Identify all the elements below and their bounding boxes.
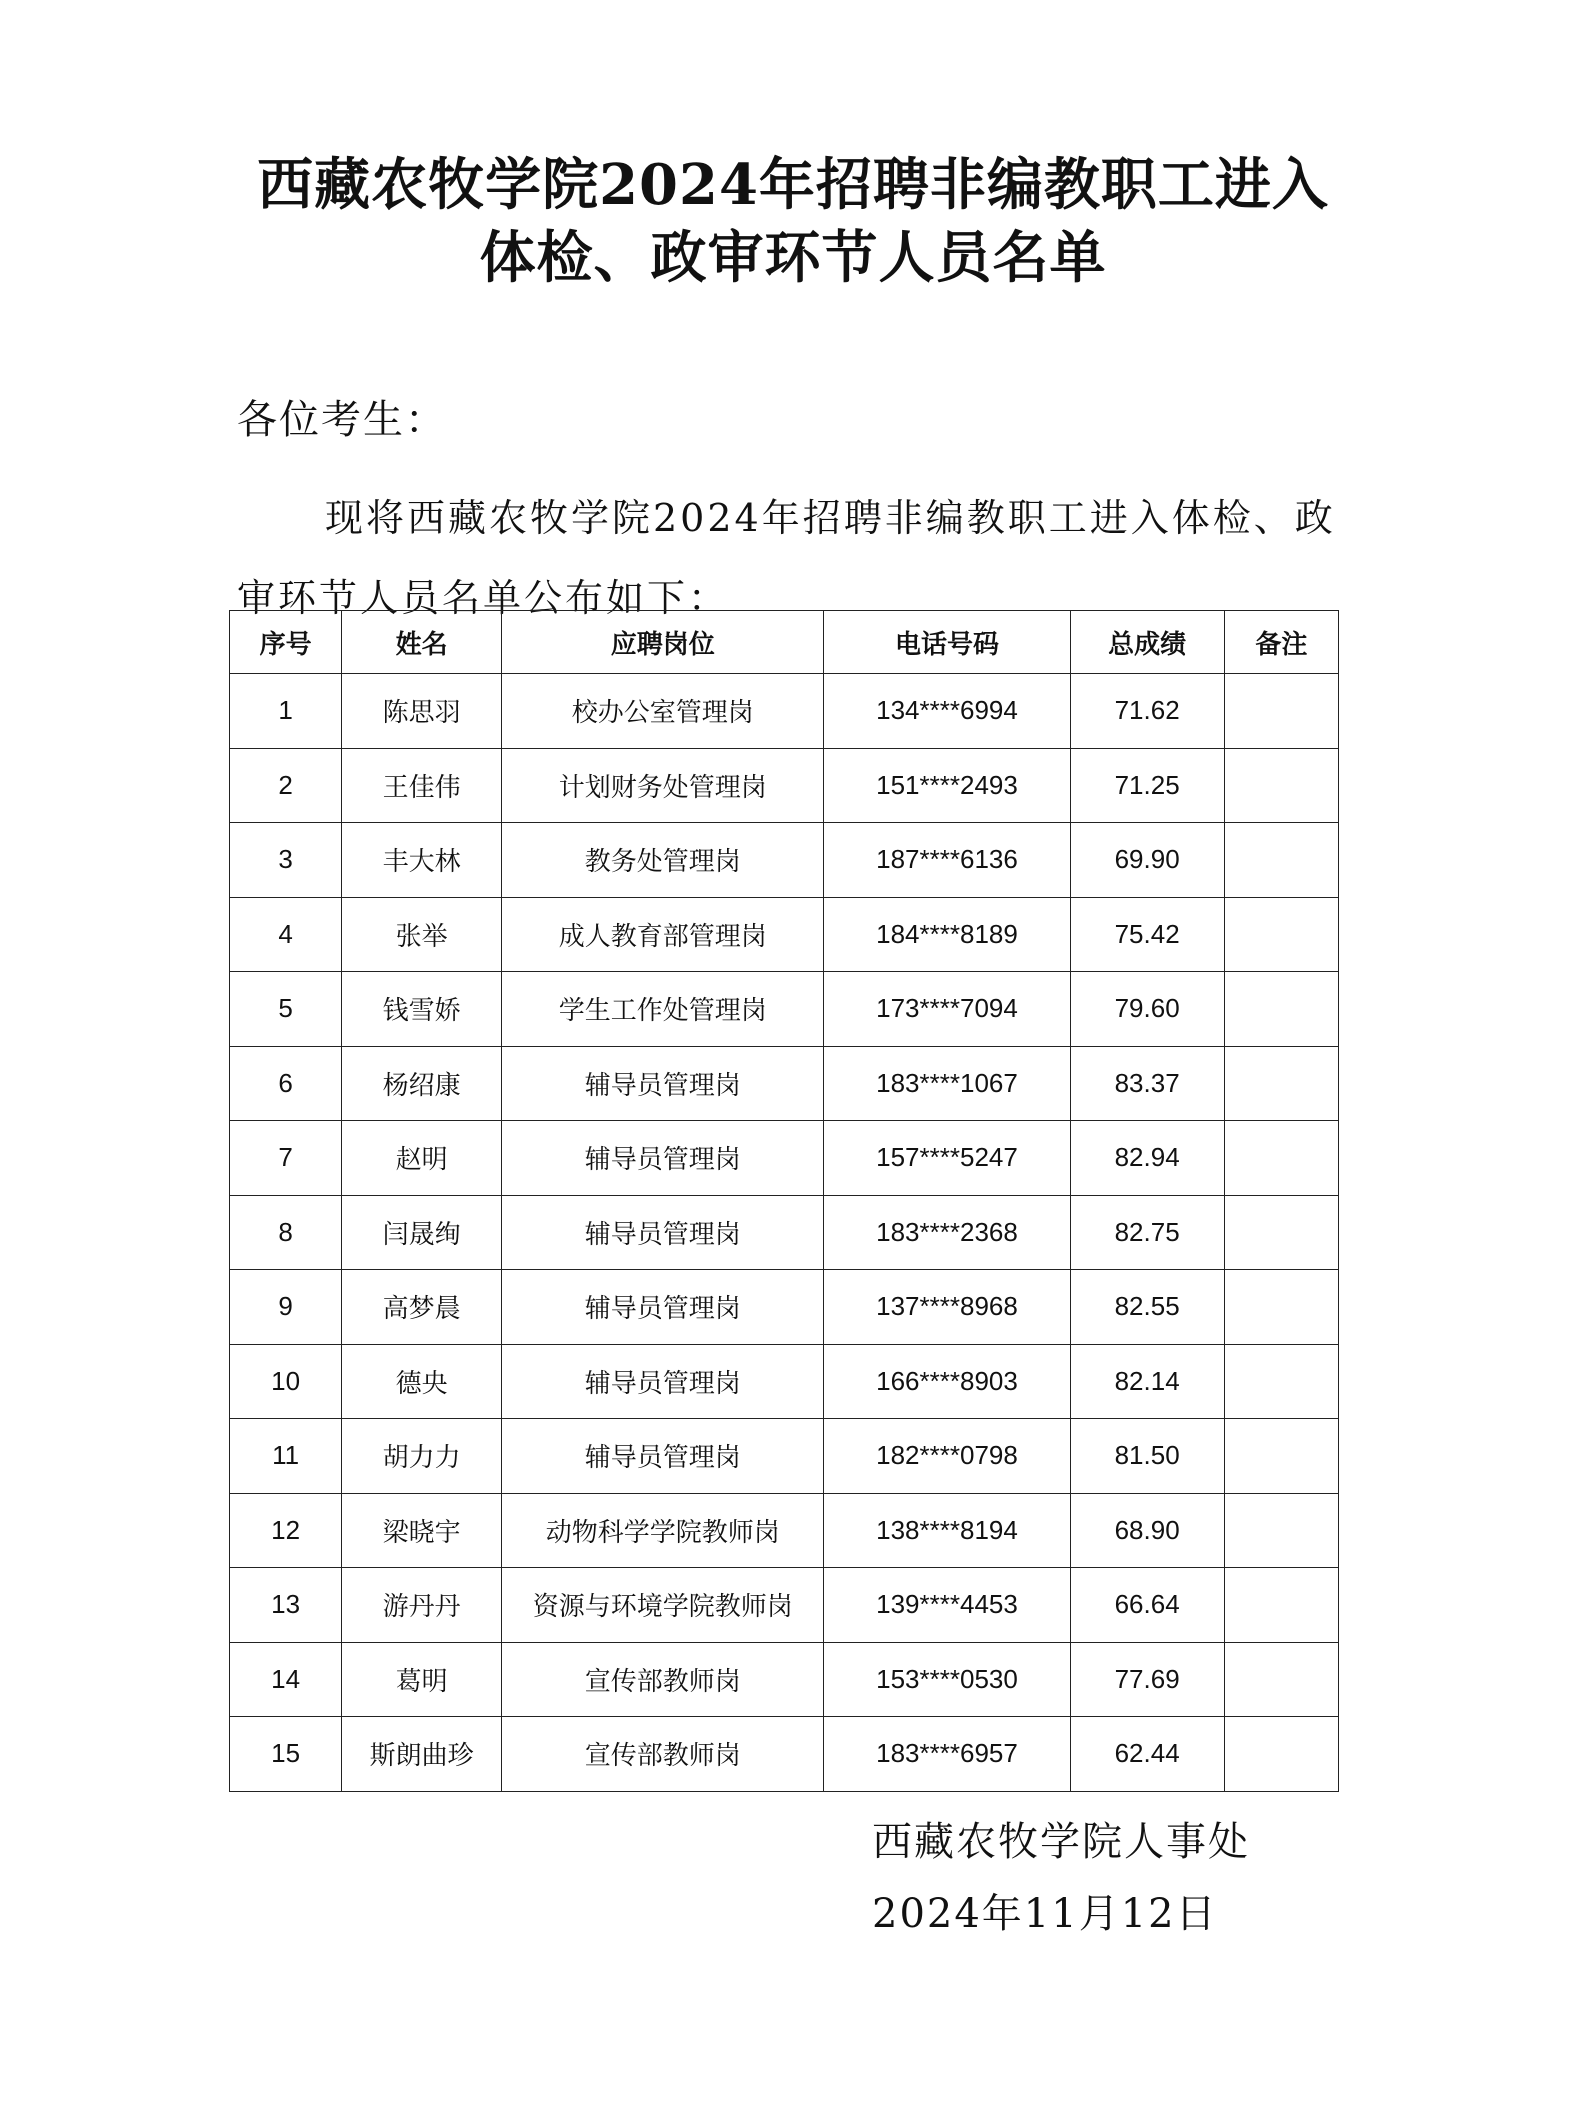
- salutation: 各位考生：: [237, 397, 447, 443]
- table-row: [230, 1717, 1339, 1792]
- cell-phone: 134****6994: [824, 674, 1070, 749]
- table-row: [230, 1121, 1339, 1196]
- cell-position: 校办公室管理岗: [502, 674, 824, 749]
- cell-serial-number: 10: [230, 1344, 342, 1419]
- cell-phone: 184****8189: [824, 897, 1070, 972]
- cell-remarks: [1224, 1419, 1338, 1494]
- table-row: [230, 972, 1339, 1047]
- cell-phone: 183****2368: [824, 1195, 1070, 1270]
- cell-phone: 183****6957: [824, 1717, 1070, 1792]
- cell-remarks: [1224, 1568, 1338, 1643]
- cell-name: 斯朗曲珍: [342, 1717, 502, 1792]
- cell-serial-number: 12: [230, 1493, 342, 1568]
- cell-name: 德央: [342, 1344, 502, 1419]
- cell-position: 资源与环境学院教师岗: [502, 1568, 824, 1643]
- cell-serial-number: 3: [230, 823, 342, 898]
- cell-position: 学生工作处管理岗: [502, 972, 824, 1047]
- cell-serial-number: 13: [230, 1568, 342, 1643]
- cell-total-score: 82.94: [1070, 1121, 1224, 1196]
- table-row: [230, 1270, 1339, 1345]
- cell-total-score: 71.62: [1070, 674, 1224, 749]
- cell-remarks: [1224, 1270, 1338, 1345]
- candidate-table: [229, 610, 1339, 1792]
- cell-serial-number: 14: [230, 1642, 342, 1717]
- intro-paragraph: 现将西藏农牧学院2024年招聘非编教职工进入体检、政审环节人员名单公布如下：: [237, 496, 1336, 620]
- table-row: [230, 1568, 1339, 1643]
- header-name: 姓名: [342, 611, 502, 674]
- cell-phone: 151****2493: [824, 748, 1070, 823]
- cell-remarks: [1224, 897, 1338, 972]
- cell-phone: 187****6136: [824, 823, 1070, 898]
- cell-name: 闫晟绚: [342, 1195, 502, 1270]
- cell-serial-number: 15: [230, 1717, 342, 1792]
- cell-name: 王佳伟: [342, 748, 502, 823]
- cell-total-score: 82.75: [1070, 1195, 1224, 1270]
- issue-date: 2024年11月12日: [872, 1891, 1218, 1937]
- document-title-line-2: 体检、政审环节人员名单: [479, 225, 1107, 291]
- header-remarks: 备注: [1224, 611, 1338, 674]
- table-row: [230, 1046, 1339, 1121]
- table-body: [230, 674, 1339, 1792]
- cell-total-score: 75.42: [1070, 897, 1224, 972]
- cell-phone: 183****1067: [824, 1046, 1070, 1121]
- cell-position: 辅导员管理岗: [502, 1121, 824, 1196]
- cell-phone: 173****7094: [824, 972, 1070, 1047]
- cell-position: 教务处管理岗: [502, 823, 824, 898]
- cell-serial-number: 4: [230, 897, 342, 972]
- cell-total-score: 79.60: [1070, 972, 1224, 1047]
- cell-total-score: 71.25: [1070, 748, 1224, 823]
- table-row: [230, 1493, 1339, 1568]
- table-row: [230, 897, 1339, 972]
- cell-serial-number: 7: [230, 1121, 342, 1196]
- cell-phone: 157****5247: [824, 1121, 1070, 1196]
- cell-remarks: [1224, 1344, 1338, 1419]
- cell-remarks: [1224, 1046, 1338, 1121]
- table-row: [230, 1344, 1339, 1419]
- cell-name: 游丹丹: [342, 1568, 502, 1643]
- cell-position: 计划财务处管理岗: [502, 748, 824, 823]
- cell-serial-number: 6: [230, 1046, 342, 1121]
- cell-serial-number: 9: [230, 1270, 342, 1345]
- table-row: [230, 674, 1339, 749]
- cell-name: 陈思羽: [342, 674, 502, 749]
- table-header-row: [230, 611, 1339, 674]
- cell-position: 辅导员管理岗: [502, 1344, 824, 1419]
- cell-remarks: [1224, 1717, 1338, 1792]
- cell-serial-number: 1: [230, 674, 342, 749]
- cell-serial-number: 2: [230, 748, 342, 823]
- cell-phone: 137****8968: [824, 1270, 1070, 1345]
- cell-name: 梁晓宇: [342, 1493, 502, 1568]
- cell-remarks: [1224, 1121, 1338, 1196]
- table-row: [230, 1419, 1339, 1494]
- cell-serial-number: 11: [230, 1419, 342, 1494]
- cell-serial-number: 8: [230, 1195, 342, 1270]
- cell-position: 辅导员管理岗: [502, 1270, 824, 1345]
- cell-position: 辅导员管理岗: [502, 1195, 824, 1270]
- cell-phone: 139****4453: [824, 1568, 1070, 1643]
- cell-total-score: 66.64: [1070, 1568, 1224, 1643]
- cell-remarks: [1224, 823, 1338, 898]
- header-total-score: 总成绩: [1070, 611, 1224, 674]
- cell-position: 成人教育部管理岗: [502, 897, 824, 972]
- cell-total-score: 82.55: [1070, 1270, 1224, 1345]
- cell-remarks: [1224, 1195, 1338, 1270]
- table-row: [230, 1195, 1339, 1270]
- cell-position: 宣传部教师岗: [502, 1642, 824, 1717]
- header-position: 应聘岗位: [502, 611, 824, 674]
- cell-total-score: 69.90: [1070, 823, 1224, 898]
- cell-remarks: [1224, 674, 1338, 749]
- document-title-line-1: 西藏农牧学院2024年招聘非编教职工进入: [257, 152, 1329, 218]
- cell-name: 杨绍康: [342, 1046, 502, 1121]
- cell-total-score: 81.50: [1070, 1419, 1224, 1494]
- cell-name: 钱雪娇: [342, 972, 502, 1047]
- table-row: [230, 748, 1339, 823]
- table-row: [230, 1642, 1339, 1717]
- cell-total-score: 62.44: [1070, 1717, 1224, 1792]
- cell-position: 辅导员管理岗: [502, 1046, 824, 1121]
- cell-total-score: 82.14: [1070, 1344, 1224, 1419]
- cell-total-score: 83.37: [1070, 1046, 1224, 1121]
- cell-phone: 138****8194: [824, 1493, 1070, 1568]
- cell-name: 葛明: [342, 1642, 502, 1717]
- cell-remarks: [1224, 1642, 1338, 1717]
- header-phone: 电话号码: [824, 611, 1070, 674]
- cell-phone: 166****8903: [824, 1344, 1070, 1419]
- cell-remarks: [1224, 972, 1338, 1047]
- cell-remarks: [1224, 748, 1338, 823]
- cell-name: 胡力力: [342, 1419, 502, 1494]
- cell-position: 辅导员管理岗: [502, 1419, 824, 1494]
- cell-phone: 182****0798: [824, 1419, 1070, 1494]
- cell-position: 宣传部教师岗: [502, 1717, 824, 1792]
- table-row: [230, 823, 1339, 898]
- cell-phone: 153****0530: [824, 1642, 1070, 1717]
- cell-total-score: 77.69: [1070, 1642, 1224, 1717]
- cell-remarks: [1224, 1493, 1338, 1568]
- cell-name: 赵明: [342, 1121, 502, 1196]
- cell-name: 丰大林: [342, 823, 502, 898]
- cell-total-score: 68.90: [1070, 1493, 1224, 1568]
- issuer-signature: 西藏农牧学院人事处: [872, 1819, 1250, 1865]
- header-serial-number: 序号: [230, 611, 342, 674]
- cell-serial-number: 5: [230, 972, 342, 1047]
- cell-name: 张举: [342, 897, 502, 972]
- cell-name: 高梦晨: [342, 1270, 502, 1345]
- cell-position: 动物科学学院教师岗: [502, 1493, 824, 1568]
